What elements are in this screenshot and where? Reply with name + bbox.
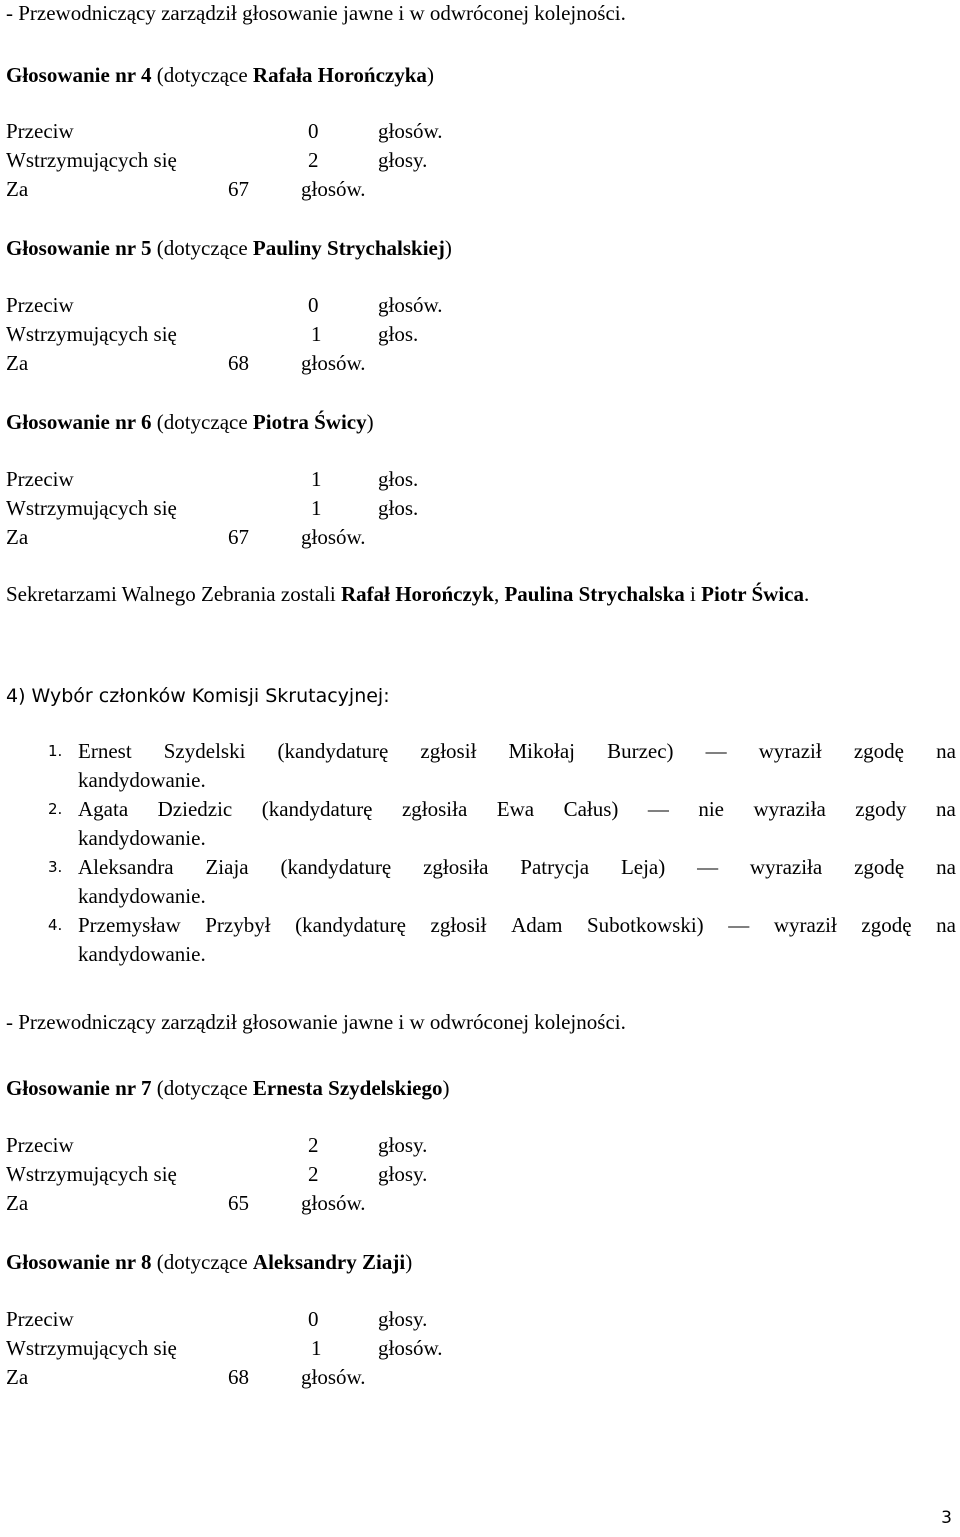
- candidate-line: Przemysław Przybył (kandydaturę zgłosił Adam Subotkowski) — wyraził zgodę na: [78, 913, 956, 937]
- result-for: Za 68 głosów.: [6, 351, 366, 375]
- vote-heading-7: Głosowanie nr 7 (dotyczące Ernesta Szydelskiego): [6, 1076, 450, 1100]
- vote-heading-6: Głosowanie nr 6 (dotyczące Piotra Świcy): [6, 410, 374, 434]
- result-abstain: Wstrzymujących się 1 głosów.: [6, 1336, 443, 1360]
- result-for: Za 67 głosów.: [6, 177, 366, 201]
- candidate-line: Ernest Szydelski (kandydaturę zgłosił Mikołaj Burzec) — wyraził zgodę na: [78, 739, 956, 763]
- result-against: Przeciw 0 głosy.: [6, 1307, 428, 1331]
- candidates-list: [6, 737, 956, 969]
- vote-results-8: [6, 1305, 506, 1392]
- result-against: Przeciw 0 głosów.: [6, 293, 443, 317]
- vote-results-5: [6, 291, 506, 378]
- vote-results-4: [6, 117, 506, 204]
- vote-heading-5: Głosowanie nr 5 (dotyczące Pauliny Strychalskiej): [6, 236, 452, 260]
- candidate-line: Agata Dziedzic (kandydaturę zgłosiła Ewa Całus) — nie wyraziła zgody na: [78, 797, 956, 821]
- result-for: Za 67 głosów.: [6, 525, 366, 549]
- list-item: 1. Ernest Szydelski (kandydaturę zgłosił Mikołaj Burzec) — wyraził zgodę na kandydowanie.: [48, 739, 956, 792]
- result-abstain: Wstrzymujących się 1 głos.: [6, 496, 419, 520]
- vote-results-6: [6, 465, 506, 552]
- candidate-line: Aleksandra Ziaja (kandydaturę zgłosiła Patrycja Leja) — wyraziła zgodę na: [78, 855, 956, 879]
- intro-text-2: - Przewodniczący zarządził głosowanie jawne i w odwróconej kolejności.: [6, 1010, 626, 1034]
- vote-heading-4: Głosowanie nr 4 (dotyczące Rafała Horończyka): [6, 63, 434, 87]
- result-for: Za 68 głosów.: [6, 1365, 366, 1389]
- vote-results-7: [6, 1131, 506, 1218]
- result-for: Za 65 głosów.: [6, 1191, 366, 1215]
- list-item: 2. Agata Dziedzic (kandydaturę zgłosiła Ewa Całus) — nie wyraziła zgody na kandydowanie.: [48, 797, 956, 850]
- list-item: 3. Aleksandra Ziaja (kandydaturę zgłosiła Patrycja Leja) — wyraziła zgodę na kandydowanie.: [48, 855, 956, 908]
- list-item: 4. Przemysław Przybył (kandydaturę zgłosił Adam Subotkowski) — wyraził zgodę na kandydowanie.: [48, 913, 956, 966]
- result-abstain: Wstrzymujących się 2 głosy.: [6, 1162, 428, 1186]
- vote-heading-8: Głosowanie nr 8 (dotyczące Aleksandry Ziaji): [6, 1250, 413, 1274]
- result-against: Przeciw 1 głos.: [6, 467, 419, 491]
- result-against: Przeciw 0 głosów.: [6, 119, 443, 143]
- page-number: 3: [941, 1508, 952, 1528]
- section-heading-4: 4) Wybór członków Komisji Skrutacyjnej:: [6, 685, 390, 707]
- intro-text-1: - Przewodniczący zarządził głosowanie jawne i w odwróconej kolejności.: [6, 1, 626, 25]
- result-against: Przeciw 2 głosy.: [6, 1133, 428, 1157]
- secretaries-text: Sekretarzami Walnego Zebrania zostali Rafał Horończyk, Paulina Strychalska i Piotr Świca.: [6, 582, 810, 606]
- result-abstain: Wstrzymujących się 2 głosy.: [6, 148, 428, 172]
- result-abstain: Wstrzymujących się 1 głos.: [6, 322, 419, 346]
